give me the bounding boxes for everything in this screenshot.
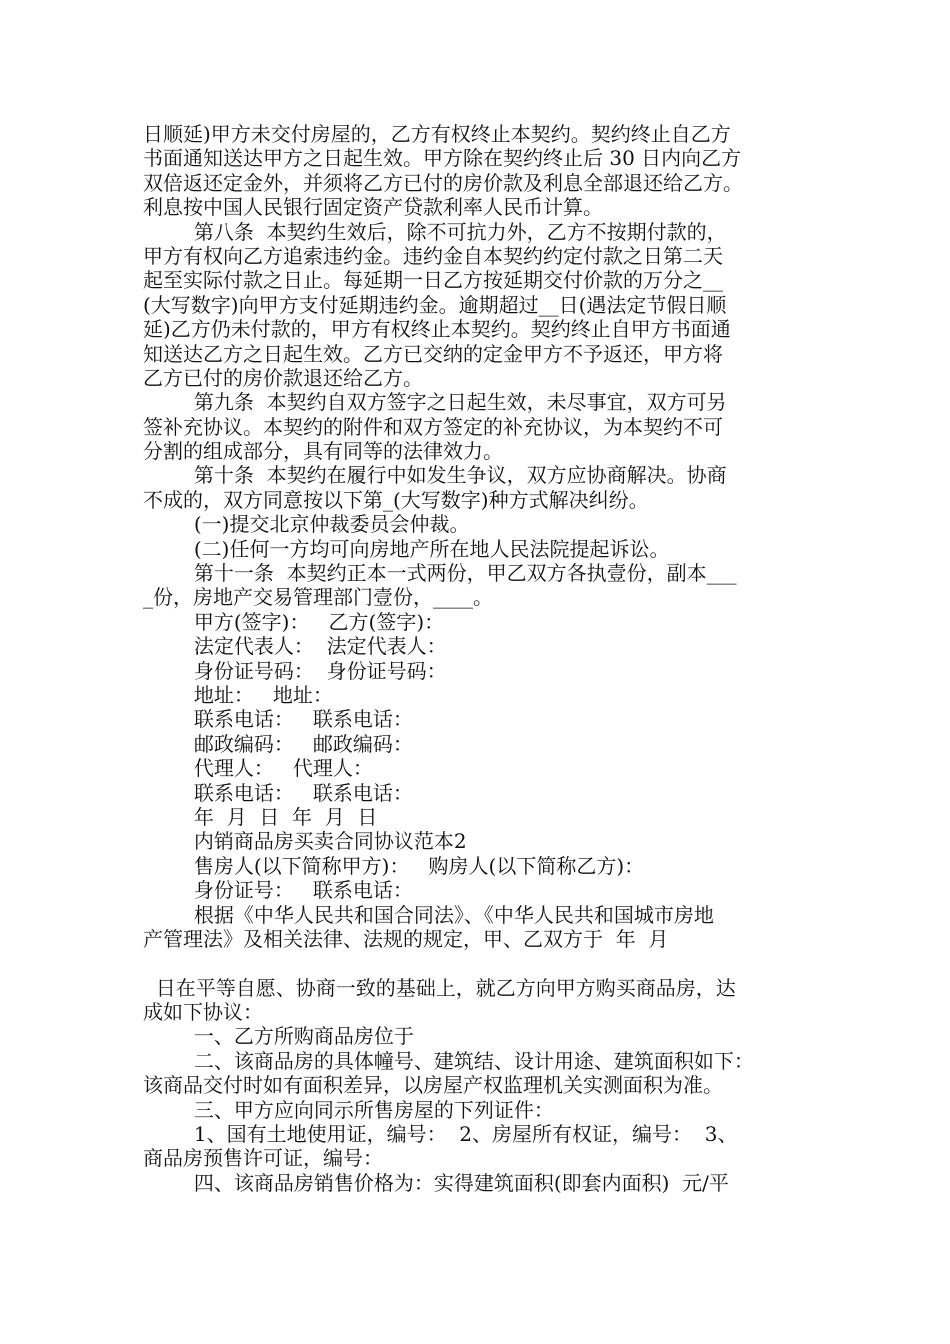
text-line: _份，房地产交易管理部门壹份，____。 bbox=[143, 585, 493, 610]
text-line: 商品房预售许可证，编号： bbox=[143, 1146, 383, 1171]
text-line: 日顺延)甲方未交付房屋的，乙方有权终止本契约。契约终止自乙方 bbox=[143, 122, 731, 146]
text-line: 产管理法》及相关法律、法规的规定，甲、乙双方于 年 月 bbox=[143, 926, 669, 951]
text-line: 邮政编码： 邮政编码： bbox=[143, 731, 413, 756]
text-line: 知送达乙方之日起生效。乙方已交纳的定金甲方不予返还，甲方将 bbox=[143, 341, 723, 366]
text-line: 内销商品房买卖合同协议范本2 bbox=[143, 829, 467, 854]
text-line: 售房人(以下简称甲方)： 购房人(以下简称乙方)： bbox=[143, 853, 645, 878]
text-line: 甲方(签字)： 乙方(签字)： bbox=[143, 609, 445, 634]
text-line: 一、乙方所购商品房位于 bbox=[143, 1024, 414, 1049]
text-line: 签补充协议。本契约的附件和双方签定的补充协议，为本契约不可 bbox=[143, 414, 723, 439]
text-line: 延)乙方仍未付款的，甲方有权终止本契约。契约终止自甲方书面通 bbox=[143, 317, 731, 342]
text-line: 日在平等自愿、协商一致的基础上，就乙方向甲方购买商品房，达 bbox=[143, 975, 736, 1000]
text-line: 根据《中华人民共和国合同法》、《中华人民共和国城市房地 bbox=[143, 902, 714, 927]
text-line: 身份证号： 联系电话： bbox=[143, 878, 413, 903]
text-line: 第十条 本契约在履行中如发生争议，双方应协商解决。协商 bbox=[143, 463, 727, 488]
text-line: 年 月 日 年 月 日 bbox=[143, 804, 378, 829]
text-line: 起至实际付款之日止。每延期一日乙方按延期交付价款的万分之__ bbox=[143, 268, 723, 293]
text-line: 代理人： 代理人： bbox=[143, 756, 373, 781]
text-line: 该商品交付时如有面积差异，以房屋产权监理机关实测面积为准。 bbox=[143, 1073, 723, 1098]
text-line: 联系电话： 联系电话： bbox=[143, 707, 413, 732]
text-line: 第九条 本契约自双方签字之日起生效，未尽事宜，双方可另 bbox=[143, 390, 727, 415]
text-line: 成如下协议： bbox=[143, 1000, 263, 1025]
text-line: 联系电话： 联系电话： bbox=[143, 780, 413, 805]
text-line: 双倍返还定金外，并须将乙方已付的房价款及利息全部退还给乙方。 bbox=[143, 170, 743, 195]
text-line: 地址： 地址： bbox=[143, 682, 333, 707]
text-line: 乙方已付的房价款退还给乙方。 bbox=[143, 365, 423, 390]
text-line: 1、国有土地使用证，编号： 2、房屋所有权证，编号： 3、 bbox=[143, 1122, 738, 1147]
text-line: (一)提交北京仲裁委员会仲裁。 bbox=[143, 512, 470, 537]
text-line: 甲方有权向乙方追索违约金。违约金自本契约约定付款之日第二天 bbox=[143, 243, 723, 268]
text-line: (二)任何一方均可向房地产所在地人民法院提起诉讼。 bbox=[143, 536, 670, 561]
text-line: 分割的组成部分，具有同等的法律效力。 bbox=[143, 439, 503, 464]
text-line: 利息按中国人民银行固定资产贷款利率人民币计算。 bbox=[143, 195, 603, 220]
text-line: 第十一条 本契约正本一式两份，甲乙双方各执壹份，副本___ bbox=[143, 561, 737, 586]
blank-line bbox=[143, 951, 823, 975]
contract-text-block bbox=[143, 122, 823, 1195]
text-line: 第八条 本契约生效后，除不可抗力外，乙方不按期付款的， bbox=[143, 219, 727, 244]
text-line: 四、该商品房销售价格为：实得建筑面积(即套内面积) 元/平 bbox=[143, 1170, 729, 1195]
text-line: 三、甲方应向同示所售房屋的下列证件： bbox=[143, 1097, 554, 1122]
text-line: 法定代表人： 法定代表人： bbox=[143, 634, 447, 659]
text-line: (大写数字)向甲方支付延期违约金。逾期超过__日(遇法定节假日顺 bbox=[143, 292, 727, 317]
text-line: 二、该商品房的具体幢号、建筑结、设计用途、建筑面积如下： bbox=[143, 1048, 754, 1073]
text-line: 身份证号码： 身份证号码： bbox=[143, 658, 447, 683]
text-line: 不成的，双方同意按以下第_(大写数字)种方式解决纠纷。 bbox=[143, 487, 649, 512]
text-line: 书面通知送达甲方之日起生效。甲方除在契约终止后 30 日内向乙方 bbox=[143, 146, 742, 171]
